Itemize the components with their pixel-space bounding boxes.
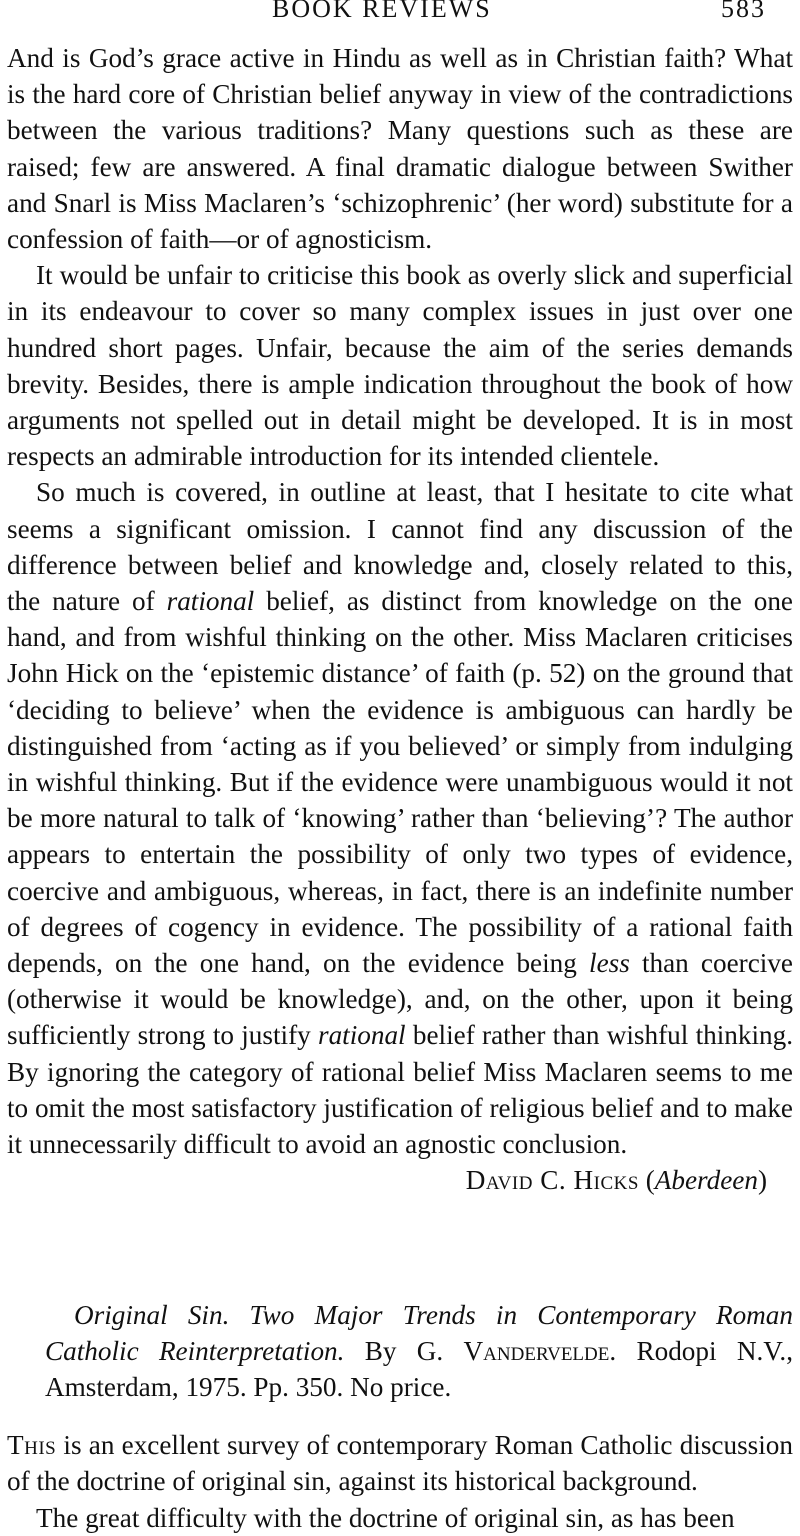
review2-paragraph-1 [7, 1427, 793, 1499]
citation-gap [7, 1405, 793, 1427]
citation-by: By G. [344, 1335, 464, 1366]
page-number: 583 [721, 0, 766, 23]
affiliation-close: ) [757, 1165, 767, 1196]
reviewer-name: David C. Hicks [465, 1165, 639, 1196]
emphasis-less: less [589, 948, 630, 979]
paragraph-text: than coercive (otherwise it would be knowledge), and, on the other, upon it being sufficiently strong to justify [7, 948, 793, 1051]
section-gap [7, 1199, 793, 1297]
paragraph-text: is an excellent survey of contemporary Roman Catholic discussion of the doctrine of original sin, against its historical background. [7, 1430, 793, 1497]
affiliation-open: ( [638, 1165, 655, 1196]
opening-word: This [7, 1430, 57, 1461]
review1-paragraph-3 [7, 474, 793, 1162]
book-citation [7, 1297, 793, 1406]
running-title: BOOK REVIEWS [272, 0, 492, 23]
review1-paragraph-1: And is God’s grace active in Hindu as well as in Christian faith? What is the hard core of Christian belief anyway in view of the contradictions between the various traditions? Many questions such as these are raised; few are answered. A final dramatic dialogue between Swither and Snarl is Miss Maclaren’s ‘schizophrenic’ (her word) substitute for a confession of faith—or of agnosticism. [7, 43, 793, 255]
paragraph-text: belief rather than wishful thinking. By ignoring the category of rational belief Miss Maclaren seems to me to omit the most satisfactory justification of religious belief and to make it unnecessarily difficult to avoid an agnostic conclusion. [7, 1020, 793, 1160]
reviewer-affiliation: Aberdeen [654, 1165, 758, 1196]
review2-paragraph-2: The great difficulty with the doctrine of original sin, as has been [36, 1502, 735, 1533]
review1-paragraph-2: It would be unfair to criticise this book as overly slick and superficial in its endeavour to cover so many complex issues in just over one hundred short pages. Unfair, because the aim of the series demands brevity. Besides, there is ample indication throughout the book of how arguments not spelled out in detail might be developed. It is in most respects an admirable introduction for its intended clientele. [7, 260, 793, 472]
citation-details: . Rodopi N.V., Amsterdam, 1975. Pp. 350. No price. [45, 1335, 794, 1402]
emphasis-rational: rational [317, 1020, 406, 1051]
body-text [7, 40, 793, 1536]
book-title: Original Sin. Two Major Trends in Contemporary Roman Catholic Reinterpretation. [45, 1299, 793, 1366]
paragraph-text: So much is covered, in outline at least, that I hesitate to cite what seems a significant omission. I cannot find any discussion of the difference between belief and knowledge and, closely related to this, the nature of [7, 477, 793, 617]
reviewer-signature [7, 1162, 793, 1198]
book-author: Vandervelde [463, 1335, 610, 1366]
running-head [0, 0, 800, 24]
paragraph-text: belief, as distinct from knowledge on the one hand, and from wishful thinking on the other. Miss Maclaren criticises John Hick on the ‘epistemic distance’ of faith (p. 52) on the ground that ‘deciding to believe’ when the evidence is ambiguous can hardly be distinguished from ‘acting as if you believed’ or simply from indulging in wishful thinking. But if the evidence were unambiguous would it not be more natural to talk of ‘knowing’ rather than ‘believing’? The author appears to entertain the possibility of only two types of evidence, coercive and ambiguous, whereas, in fact, there is an indefinite number of degrees of cogency in evidence. The possibility of a rational faith depends, on the one hand, on the evidence being [7, 586, 793, 979]
emphasis-rational: rational [166, 586, 255, 617]
